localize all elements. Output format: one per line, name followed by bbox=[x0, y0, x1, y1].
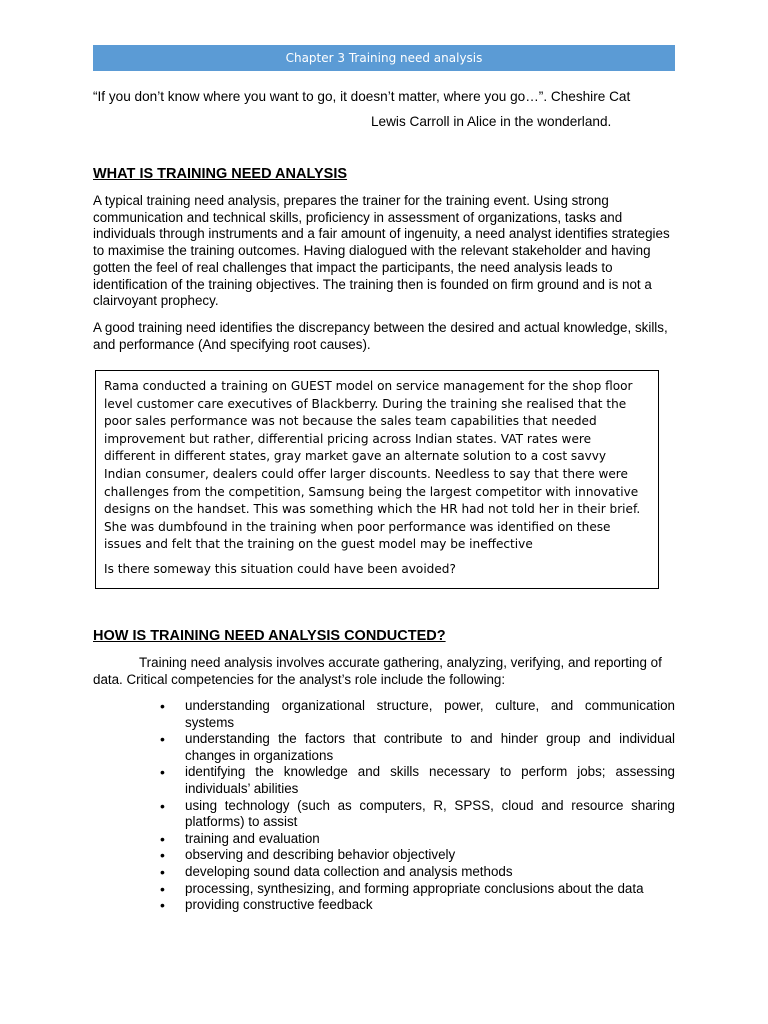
bullet-icon: • bbox=[160, 863, 165, 880]
list-item-text: using technology (such as computers, R, SPSS, cloud and resource sharing platforms) to assist bbox=[185, 797, 675, 830]
bullet-icon: • bbox=[160, 698, 165, 714]
list-item-text: providing constructive feedback bbox=[185, 897, 373, 913]
paragraph-competencies-intro: Training need analysis involves accurate gathering, analyzing, verifying, and reporting of data. Critical competencies for the analyst’s role include the following: bbox=[93, 655, 662, 687]
case-study-text: Rama conducted a training on GUEST model on service management for the shop floor level customer care executives of Blackberry. During the training she realised that the poor sales performance was not because the sales team capabilities that needed improvement but rather, differential pricing across Indian states. VAT rates were different in different states, gray market gave an alternate solution to a cost savvy Indian consumer, dealers could offer larger discounts. Needless to say that there were challenges from the competition, Samsung being the largest competitor with innovative designs on the handset. This was something which the HR had not told her in their brief. She was dumbfound in the training when poor performance was identified on these issues and felt that the training on the guest model may be ineffective bbox=[104, 379, 641, 552]
bullet-icon: • bbox=[160, 764, 165, 781]
list-item-text: developing sound data collection and analysis methods bbox=[185, 863, 513, 879]
bullet-icon: • bbox=[160, 880, 165, 897]
bullet-icon: • bbox=[160, 731, 165, 748]
bullet-icon: • bbox=[160, 797, 165, 814]
list-item bbox=[93, 847, 675, 864]
case-study-question: Is there someway this situation could have been avoided? bbox=[104, 561, 456, 576]
list-item-text: identifying the knowledge and skills necessary to perform jobs; assessing individuals’ abilities bbox=[185, 764, 675, 796]
list-item bbox=[93, 731, 675, 764]
bullet-icon: • bbox=[160, 897, 165, 914]
case-study-box bbox=[95, 370, 659, 589]
bullet-icon: • bbox=[160, 830, 165, 847]
list-item-text: understanding the factors that contribute to and hinder group and individual changes in organizations bbox=[185, 731, 675, 763]
list-item bbox=[93, 897, 675, 914]
bullet-icon: • bbox=[160, 847, 165, 864]
paragraph-definition: A typical training need analysis, prepares the trainer for the training event. Using strong communication and technical skills, proficiency in assessment of organizations, tasks and individuals through instruments and a fair amount of ingenuity, a need analyst identifies strategies to maximise the training outcomes. Having dialogued with the relevant stakeholder and having gotten the feel of real challenges that impact the participants, the need analysis leads to identification of the training objectives. The training then is founded on firm ground and is not a clairvoyant prophecy. bbox=[93, 193, 670, 309]
list-item bbox=[93, 798, 675, 831]
list-item bbox=[93, 764, 675, 797]
list-item bbox=[93, 698, 675, 731]
list-item bbox=[93, 831, 675, 848]
section-heading-how: HOW IS TRAINING NEED ANALYSIS CONDUCTED? bbox=[93, 628, 446, 644]
list-item bbox=[93, 864, 675, 881]
list-item bbox=[93, 881, 675, 898]
chapter-header bbox=[93, 45, 675, 71]
epigraph-attribution: Lewis Carroll in Alice in the wonderland. bbox=[371, 114, 612, 129]
paragraph-discrepancy: A good training need identifies the discrepancy between the desired and actual knowledge, skills, and performance (And specifying root causes). bbox=[93, 320, 668, 352]
list-item-text: understanding organizational structure, power, culture, and communication systems bbox=[185, 698, 675, 730]
list-item-text: observing and describing behavior objectively bbox=[185, 847, 456, 863]
section-heading-what: WHAT IS TRAINING NEED ANALYSIS bbox=[93, 166, 348, 182]
list-item-text: processing, synthesizing, and forming appropriate conclusions about the data bbox=[185, 880, 644, 896]
chapter-title: Chapter 3 Training need analysis bbox=[285, 51, 483, 65]
list-item-text: training and evaluation bbox=[185, 830, 320, 846]
competency-list bbox=[93, 698, 675, 914]
epigraph-quote: “If you don’t know where you want to go, it doesn’t matter, where you go…”. Cheshire Cat bbox=[93, 89, 631, 104]
